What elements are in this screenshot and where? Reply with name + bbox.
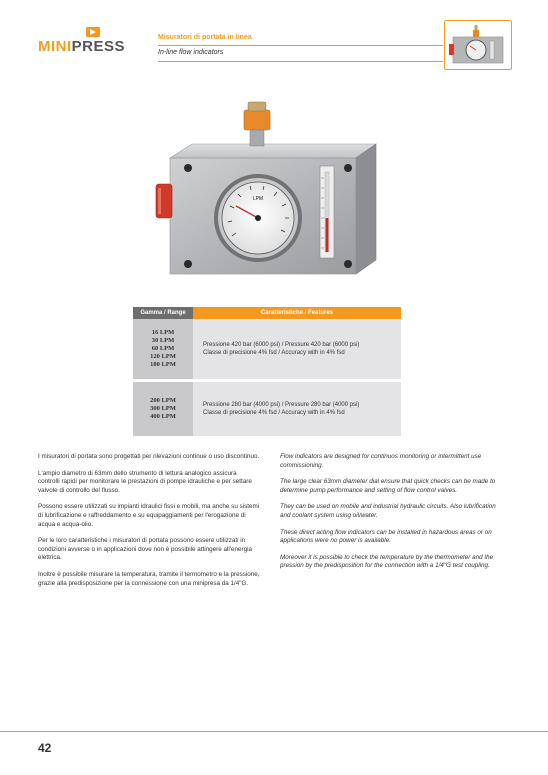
range-value: 60 LPM [151,345,175,352]
test-coupling-icon [244,110,270,130]
range-cell [133,319,193,379]
header-divider-lower [158,61,443,62]
range-value: 180 LPM [150,361,176,368]
english-description [280,453,505,579]
gauge-unit-label: LPM [252,196,264,202]
mounting-hole-icon [184,260,192,268]
mounting-hole-icon [344,164,352,172]
spec-table [133,307,401,436]
range-value: 120 LPM [150,353,176,360]
italian-description [38,453,260,596]
paragraph: Per le loro caratteristiche i misuratori di portata possono essere utilizzati in condizioni avverse o in applicazioni dove non è possibile attingere all'energia elettrica. [38,537,253,562]
col-features-header: Caratteristiche / Features [193,307,401,319]
flow-meter-illustration [152,100,394,300]
mounting-hole-icon [344,260,352,268]
plug-highlight [158,188,161,214]
range-cell [133,382,193,436]
block-side-face [356,144,376,274]
thermometer-fluid [326,218,329,252]
mounting-hole-icon [184,164,192,172]
features-cell [193,319,401,379]
page-title-italian: Misuratori di portata in linea [158,34,252,41]
range-value: 400 LPM [150,413,176,420]
coupling-stem-icon [250,130,264,146]
product-thumbnail [444,20,512,70]
page-title-english: In-line flow indicators [158,49,224,56]
footer-divider [0,731,548,732]
paragraph: L'ampio diametro di 63mm dello strumento di lettura analogico assicura controlli rapidi per monitorare le prestazioni di pompe idrauliche e per settare valvole di controllo del flusso. [38,469,252,494]
table-row [133,382,401,436]
col-range-header: Gamma / Range [133,307,193,319]
accuracy-text: Classe di precisione 4% fsd / Accuracy with in 4% fsd [203,410,345,416]
range-value: 16 LPM [151,329,175,336]
brand-mini: MINI [38,38,72,55]
features-cell [193,382,401,436]
paragraph: Moreover it is possible to check the temperature by the thermometer and the pression by the predisposition for the connection with a 1/4"G test coupling. [280,553,494,570]
accuracy-text: Classe di precisione 4% fsd / Accuracy with in 4% fsd [203,350,345,356]
range-value: 300 LPM [150,405,176,412]
paragraph: They can be used on mobile and industrial hydraulic circuits. Also lubrification and coolant system using oil/water. [280,503,496,519]
coupling-cap-icon [248,102,266,111]
header-divider [158,45,443,46]
table-header-row [133,307,401,319]
paragraph: The large clear 63mm diameter dial ensure that quick checks can be made to determine pump performance and setting of flow control valves. [280,478,496,494]
paragraph: I misuratori di portata sono progettati per rilevazioni continue o uso discontinuo. [38,453,260,460]
paragraph: Possono essere utilizzati su impianti idraulici fissi e mobili, ma anche su sistemi di lubrificazione e raffreddamento e su equipaggiamenti per l'erogazione di acqua e acqua-olio. [38,503,260,528]
paragraph: These direct acting flow indicators can be installed in hazardous areas or on applications were no power is available. [280,528,492,545]
needle-hub-icon [255,215,261,221]
paragraph: Inoltre è possibile misurare la temperatura, tramite il termometro e la pressione, grazie alla predisposizione per la connessione con una minipresa da 1/4"G. [38,570,260,587]
range-value: 200 LPM [150,397,176,404]
pressure-text: Pressione 420 bar (6000 psi) / Pressure 420 bar (6000 psi) [203,341,360,348]
range-value: 30 LPM [151,337,175,344]
pressure-text: Pressione 280 bar (4000 psi) / Pressure 280 bar (4000 psi) [203,401,360,408]
logo-mark-icon [86,27,100,37]
thumbnail-flow-meter-icon [445,21,511,69]
table-row [133,319,401,379]
brand-press: PRESS [71,38,126,55]
block-top-face [170,144,376,158]
minipress-logo [38,27,140,55]
page-number: 42 [38,741,52,755]
logo-wordmark [38,38,125,55]
paragraph: Flow indicators are designed for continuos monitoring or intermittent use commissioning. [280,453,482,469]
